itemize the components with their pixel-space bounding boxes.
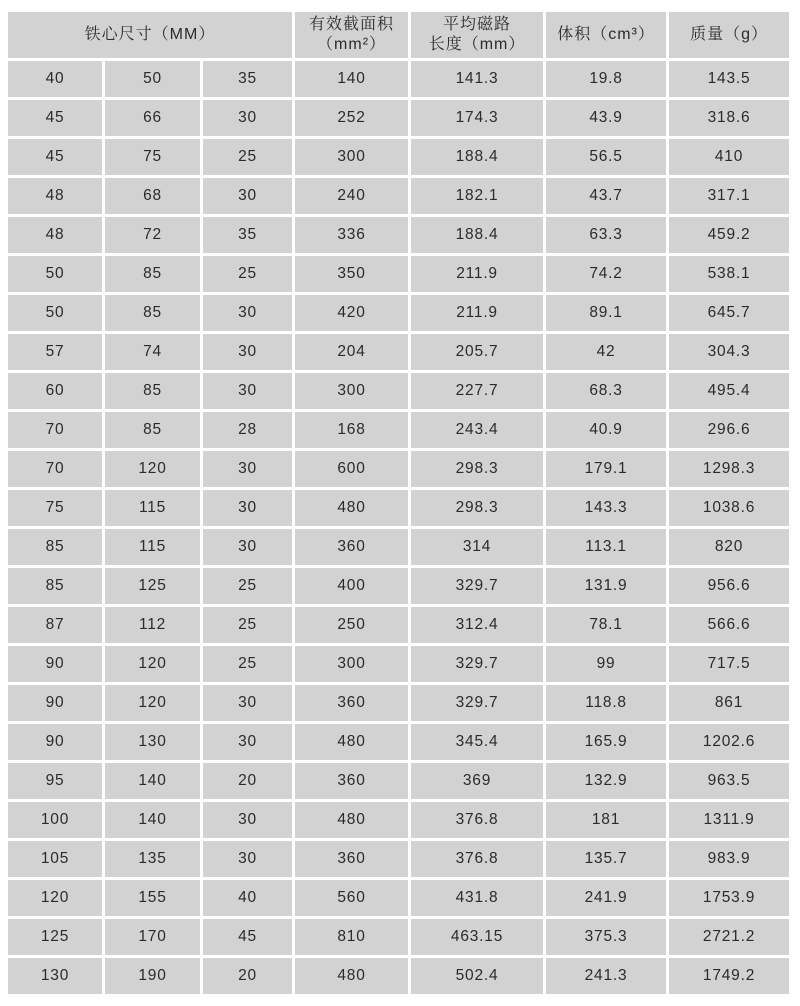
table-cell: 241.9	[546, 880, 666, 916]
table-cell: 105	[8, 841, 102, 877]
table-cell: 155	[105, 880, 200, 916]
table-cell: 329.7	[411, 646, 543, 682]
table-cell: 376.8	[411, 841, 543, 877]
table-cell: 810	[295, 919, 408, 955]
table-cell: 130	[8, 958, 102, 994]
table-cell: 30	[203, 100, 292, 136]
table-cell: 983.9	[669, 841, 789, 877]
table-row	[8, 256, 789, 292]
table-cell: 30	[203, 802, 292, 838]
table-cell: 19.8	[546, 61, 666, 97]
table-cell: 90	[8, 685, 102, 721]
table-cell: 75	[105, 139, 200, 175]
header-magnetic-path	[411, 12, 543, 58]
table-row	[8, 178, 789, 214]
table-cell: 120	[105, 451, 200, 487]
table-cell: 50	[8, 256, 102, 292]
table-cell: 66	[105, 100, 200, 136]
table-cell: 140	[105, 763, 200, 799]
table-cell: 211.9	[411, 295, 543, 331]
table-cell: 1749.2	[669, 958, 789, 994]
table-cell: 30	[203, 295, 292, 331]
table-row	[8, 724, 789, 760]
table-cell: 140	[295, 61, 408, 97]
table-cell: 410	[669, 139, 789, 175]
table-cell: 600	[295, 451, 408, 487]
table-cell: 30	[203, 334, 292, 370]
table-cell: 85	[105, 256, 200, 292]
table-cell: 48	[8, 217, 102, 253]
table-cell: 459.2	[669, 217, 789, 253]
table-cell: 1298.3	[669, 451, 789, 487]
table-cell: 329.7	[411, 685, 543, 721]
table-cell: 204	[295, 334, 408, 370]
table-cell: 420	[295, 295, 408, 331]
header-effective-area	[295, 12, 408, 58]
table-cell: 35	[203, 61, 292, 97]
table-row	[8, 373, 789, 409]
table-row	[8, 607, 789, 643]
table-cell: 74.2	[546, 256, 666, 292]
table-cell: 85	[105, 373, 200, 409]
table-cell: 30	[203, 451, 292, 487]
table-cell: 2721.2	[669, 919, 789, 955]
table-cell: 205.7	[411, 334, 543, 370]
table-cell: 140	[105, 802, 200, 838]
table-cell: 375.3	[546, 919, 666, 955]
table-row	[8, 802, 789, 838]
table-cell: 30	[203, 724, 292, 760]
table-cell: 30	[203, 490, 292, 526]
table-cell: 78.1	[546, 607, 666, 643]
table-cell: 30	[203, 685, 292, 721]
table-row	[8, 295, 789, 331]
table-cell: 85	[8, 529, 102, 565]
table-cell: 40	[8, 61, 102, 97]
table-cell: 143.3	[546, 490, 666, 526]
table-cell: 820	[669, 529, 789, 565]
table-cell: 168	[295, 412, 408, 448]
table-cell: 360	[295, 841, 408, 877]
table-cell: 717.5	[669, 646, 789, 682]
table-cell: 118.8	[546, 685, 666, 721]
table-cell: 566.6	[669, 607, 789, 643]
table-cell: 68.3	[546, 373, 666, 409]
table-cell: 314	[411, 529, 543, 565]
table-row	[8, 568, 789, 604]
table-cell: 300	[295, 646, 408, 682]
table-cell: 25	[203, 646, 292, 682]
table-cell: 74	[105, 334, 200, 370]
header-magnetic-path-line1: 平均磁路	[443, 16, 512, 33]
table-cell: 48	[8, 178, 102, 214]
table-cell: 40.9	[546, 412, 666, 448]
table-cell: 170	[105, 919, 200, 955]
table-cell: 298.3	[411, 451, 543, 487]
table-cell: 70	[8, 451, 102, 487]
table-cell: 376.8	[411, 802, 543, 838]
table-cell: 131.9	[546, 568, 666, 604]
table-header	[8, 12, 789, 58]
table-row	[8, 61, 789, 97]
header-core-size: 铁心尺寸（MM）	[8, 12, 292, 58]
table-cell: 95	[8, 763, 102, 799]
table-cell: 345.4	[411, 724, 543, 760]
table-cell: 87	[8, 607, 102, 643]
table-cell: 115	[105, 490, 200, 526]
table-cell: 502.4	[411, 958, 543, 994]
table-cell: 1202.6	[669, 724, 789, 760]
table-cell: 312.4	[411, 607, 543, 643]
table-cell: 120	[105, 646, 200, 682]
table-cell: 112	[105, 607, 200, 643]
table-cell: 300	[295, 139, 408, 175]
table-cell: 25	[203, 256, 292, 292]
table-cell: 132.9	[546, 763, 666, 799]
table-cell: 90	[8, 646, 102, 682]
table-cell: 143.5	[669, 61, 789, 97]
table-cell: 85	[105, 412, 200, 448]
table-cell: 431.8	[411, 880, 543, 916]
table-row	[8, 880, 789, 916]
table-cell: 252	[295, 100, 408, 136]
table-cell: 43.7	[546, 178, 666, 214]
table-cell: 645.7	[669, 295, 789, 331]
table-cell: 85	[105, 295, 200, 331]
table-cell: 304.3	[669, 334, 789, 370]
table-cell: 75	[8, 490, 102, 526]
table-cell: 25	[203, 139, 292, 175]
table-cell: 141.3	[411, 61, 543, 97]
table-cell: 130	[105, 724, 200, 760]
table-cell: 68	[105, 178, 200, 214]
table-cell: 50	[8, 295, 102, 331]
table-cell: 99	[546, 646, 666, 682]
table-cell: 40	[203, 880, 292, 916]
table-row	[8, 217, 789, 253]
table-cell: 45	[203, 919, 292, 955]
table-row	[8, 919, 789, 955]
table-cell: 125	[105, 568, 200, 604]
table-cell: 30	[203, 841, 292, 877]
table-cell: 350	[295, 256, 408, 292]
table-cell: 336	[295, 217, 408, 253]
table-cell: 50	[105, 61, 200, 97]
table-row	[8, 958, 789, 994]
table-cell: 45	[8, 100, 102, 136]
table-cell: 89.1	[546, 295, 666, 331]
table-cell: 360	[295, 685, 408, 721]
table-cell: 56.5	[546, 139, 666, 175]
table-cell: 1038.6	[669, 490, 789, 526]
table-row	[8, 646, 789, 682]
table-cell: 182.1	[411, 178, 543, 214]
table-cell: 30	[203, 373, 292, 409]
table-cell: 57	[8, 334, 102, 370]
table-cell: 25	[203, 607, 292, 643]
table-cell: 188.4	[411, 139, 543, 175]
table-cell: 45	[8, 139, 102, 175]
table-cell: 317.1	[669, 178, 789, 214]
table-cell: 243.4	[411, 412, 543, 448]
table-cell: 463.15	[411, 919, 543, 955]
table-cell: 861	[669, 685, 789, 721]
table-cell: 35	[203, 217, 292, 253]
header-volume: 体积（cm³）	[546, 12, 666, 58]
table-cell: 369	[411, 763, 543, 799]
table-row	[8, 100, 789, 136]
table-cell: 480	[295, 724, 408, 760]
table-row	[8, 451, 789, 487]
table-cell: 296.6	[669, 412, 789, 448]
table-row	[8, 139, 789, 175]
table-cell: 43.9	[546, 100, 666, 136]
table-cell: 227.7	[411, 373, 543, 409]
table-row	[8, 334, 789, 370]
table-body	[8, 61, 789, 994]
table-cell: 480	[295, 802, 408, 838]
table-cell: 360	[295, 529, 408, 565]
table-cell: 240	[295, 178, 408, 214]
core-spec-table	[5, 9, 792, 997]
table-cell: 72	[105, 217, 200, 253]
table-cell: 188.4	[411, 217, 543, 253]
table-cell: 495.4	[669, 373, 789, 409]
table-cell: 298.3	[411, 490, 543, 526]
table-cell: 120	[105, 685, 200, 721]
table-row	[8, 685, 789, 721]
table-cell: 120	[8, 880, 102, 916]
table-cell: 181	[546, 802, 666, 838]
table-cell: 42	[546, 334, 666, 370]
table-cell: 400	[295, 568, 408, 604]
header-effective-area-line1: 有效截面积	[309, 16, 395, 33]
table-cell: 70	[8, 412, 102, 448]
table-cell: 1311.9	[669, 802, 789, 838]
table-row	[8, 841, 789, 877]
table-cell: 20	[203, 763, 292, 799]
table-cell: 20	[203, 958, 292, 994]
table-cell: 538.1	[669, 256, 789, 292]
table-cell: 125	[8, 919, 102, 955]
header-magnetic-path-line2: 长度（mm）	[428, 36, 526, 53]
table-cell: 30	[203, 529, 292, 565]
table-cell: 174.3	[411, 100, 543, 136]
table-cell: 250	[295, 607, 408, 643]
header-effective-area-line2: （mm²）	[317, 36, 387, 53]
table-row	[8, 529, 789, 565]
table-cell: 135	[105, 841, 200, 877]
table-cell: 300	[295, 373, 408, 409]
table-cell: 190	[105, 958, 200, 994]
table-cell: 63.3	[546, 217, 666, 253]
header-mass: 质量（g）	[669, 12, 789, 58]
table-cell: 100	[8, 802, 102, 838]
table-cell: 30	[203, 178, 292, 214]
table-cell: 85	[8, 568, 102, 604]
table-cell: 480	[295, 958, 408, 994]
table-cell: 60	[8, 373, 102, 409]
table-cell: 560	[295, 880, 408, 916]
table-cell: 135.7	[546, 841, 666, 877]
table-cell: 25	[203, 568, 292, 604]
table-cell: 28	[203, 412, 292, 448]
table-cell: 318.6	[669, 100, 789, 136]
table-cell: 179.1	[546, 451, 666, 487]
table-cell: 90	[8, 724, 102, 760]
table-cell: 241.3	[546, 958, 666, 994]
header-row	[8, 12, 789, 58]
table-cell: 165.9	[546, 724, 666, 760]
table-row	[8, 412, 789, 448]
table-cell: 1753.9	[669, 880, 789, 916]
table-row	[8, 490, 789, 526]
table-cell: 211.9	[411, 256, 543, 292]
table-cell: 956.6	[669, 568, 789, 604]
table-cell: 360	[295, 763, 408, 799]
table-row	[8, 763, 789, 799]
table-cell: 329.7	[411, 568, 543, 604]
table-cell: 115	[105, 529, 200, 565]
table-cell: 113.1	[546, 529, 666, 565]
table-cell: 480	[295, 490, 408, 526]
table-cell: 963.5	[669, 763, 789, 799]
